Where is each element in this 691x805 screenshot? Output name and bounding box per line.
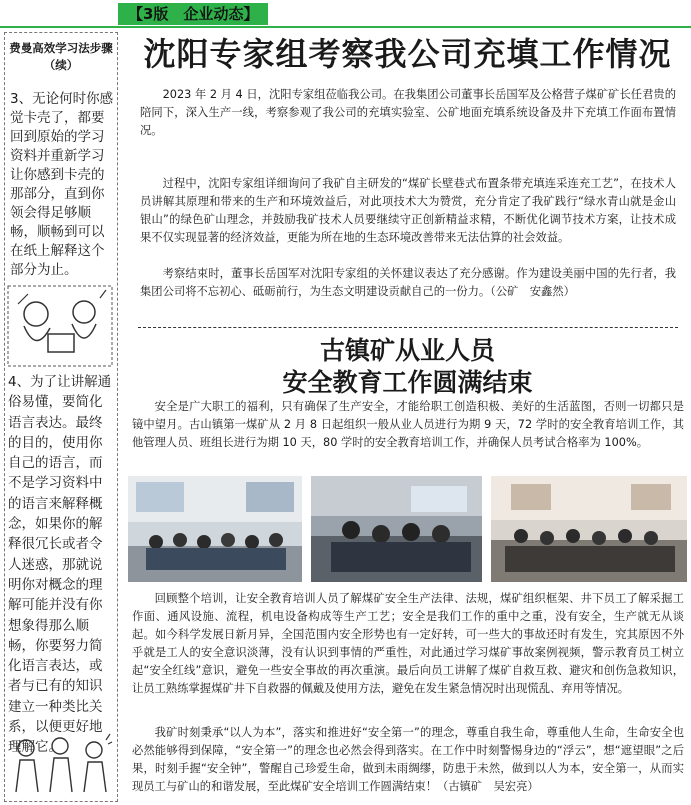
article1-title: 沈阳专家组考察我公司充填工作情况 (143, 35, 672, 73)
students-illustration-icon (8, 732, 114, 798)
article2-title-line1: 古镇矿从业人员 (319, 336, 495, 365)
sidebar-paragraph-4: 4、为了让讲解通俗易懂，要简化语言表达。最终的目的，使用你自己的语言，而不是学习资料中的语言来解释概念，如果你的解释很冗长或者令人迷惑，那就说明你对概念的理解可能并没有你想象得那么顺畅，你要努力简化语言表达，或者与已有的知识建立一种类比关系，以便更好地理解它。 (8, 374, 112, 756)
article1-paragraph-2: 过程中，沈阳专家组详细询问了我矿自主研发的“煤矿长壁巷式布置条带充填连采连充工艺”，在技术人员讲解其原理和带来的生产和环境效益后，对此项技术大为赞赏，充分肯定了我矿践行“绿水青山就是金山银山”的绿色矿山理念，并鼓励我矿技术人员要继续守正创新精益求精，不断优化调节技术方案，让技术成果不仅实现显著的经济效益，更能为所在地的生态环境改善带来无法估算的社会效益。 (140, 177, 676, 244)
header-rule (0, 26, 691, 28)
article-divider (138, 327, 678, 328)
reading-illustration-icon (6, 284, 114, 368)
sidebar-title: 费曼高效学习法步骤（续） (9, 41, 113, 72)
article2-intro: 安全是广大职工的福利，只有确保了生产安全，才能给职工创造积极、美好的生活蓝图，否则一切都只是镜中望月。古山镇第一煤矿从 2 月 8 日起组织一般从业人员进行为期 9 天，72 学时的安全教育培训工作，其他管理人员、班组长进行为期 10 天，80 学时的安全教育培训工作，并确保人员考试合格率为 100%。 (132, 400, 684, 449)
main-column (128, 30, 687, 802)
sidebar-column (4, 32, 122, 802)
article2-body-2: 我矿时刻秉承“以人为本”，落实和推进好“安全第一”的理念，尊重自我生命，尊重他人生命，生命安全也必然能够得到保障，“安全第一”的理念也必然会得到落实。在工作中时刻警惕身边的“浮云”，想“遮望眼”之后果，时刻手握“安全钟”，警醒自己珍爱生命，做到未雨绸缪，防患于未然，做到以人为本，安全第一，从而实现员工与矿山的和谐发展，至此煤矿安全培训工作圆满结束！（古镇矿 吴宏亮） (132, 726, 684, 793)
article2-title (128, 335, 687, 399)
article1-paragraph-1: 2023 年 2 月 4 日，沈阳专家组莅临我公司。在我集团公司董事长岳国军及公格营子煤矿矿长任君贵的陪同下，深入生产一线，考察参观了我公司的充填实验室、公矿地面充填系统设备及井下充填工作面布置情况。 (140, 88, 676, 137)
training-photo-3 (491, 476, 687, 582)
page-header (0, 0, 691, 27)
sidebar-paragraph-3: 3、无论何时你感觉卡壳了，都要回到原始的学习资料并重新学习让你感到卡壳的那部分，直到你领会得足够顺畅，顺畅到可以在纸上解释这个部分为止。 (10, 91, 114, 278)
training-photos (128, 476, 687, 584)
edition-label: 【3版 企业动态】 (118, 3, 268, 25)
training-photo-1 (128, 476, 302, 582)
article1-paragraph-3: 考察结束时，董事长岳国军对沈阳专家组的关怀建议表达了充分感谢。作为建设美丽中国的先行者，我集团公司将不忘初心、砥砺前行，为生态文明建设贡献自己的一份力。（公矿 安鑫然） (140, 267, 676, 298)
training-photo-2 (311, 476, 482, 582)
article2-title-line2: 安全教育工作圆满结束 (282, 368, 533, 397)
article2-body-1: 回顾整个培训，让安全教育培训人员了解煤矿安全生产法律、法规，煤矿组织框架、井下员工了解采掘工作面、通风设施、流程，机电设备构成等生产工艺；安全是我们工作的重中之重，没有安全，生产就无从谈起。如今科学发展日新月异，全国范围内安全形势也有一定好转，可一些大的事故还时有发生，究其原因不外乎就是工人的安全意识淡薄，没有认识到事情的严重性，对此通过学习煤矿事故案例视频，警示教育员工树立起“安全红线”意识，避免一些安全事故的再次重演。最后向员工讲解了煤矿自救互救、避灾和创伤急救知识，让员工熟练掌握煤矿井下自救器的佩戴及使用方法，避免在发生紧急情况时出现慌乱、弃用等情况。 (132, 592, 684, 695)
